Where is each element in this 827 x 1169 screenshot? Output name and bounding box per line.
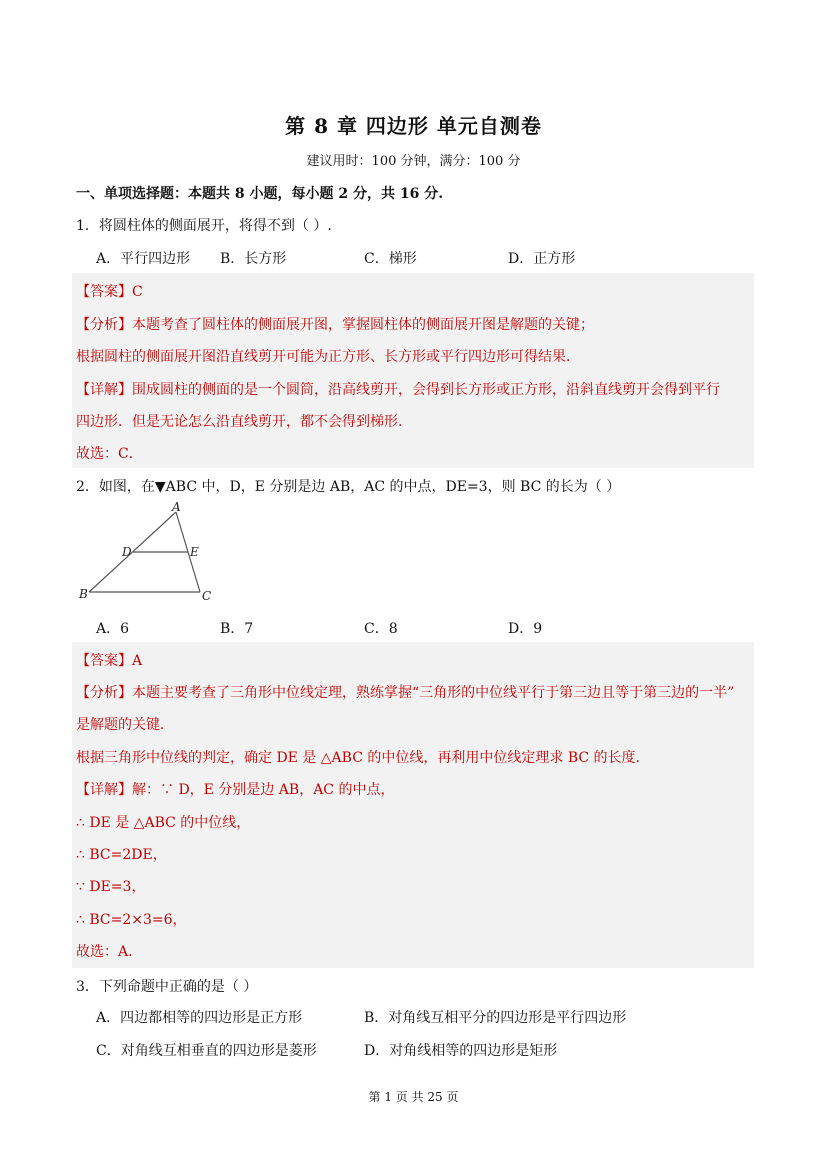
label-e: E (190, 545, 199, 559)
q3-option-a: A．四边都相等的四边形是正方形 (96, 1010, 303, 1026)
label-d: D (122, 545, 132, 559)
q1-conclusion: 故选：C． (76, 446, 143, 462)
q2-stem: 2．如图，在▼ABC 中，D，E 分别是边 AB，AC 的中点，DE=3，则 BC 的长为（ ） (76, 479, 621, 495)
q3-stem: 3．下列命题中正确的是（ ） (76, 979, 258, 995)
q2-detail-line2: ∴ DE 是 △ABC 的中位线， (76, 815, 251, 831)
q3-option-d: D．对角线相等的四边形是矩形 (364, 1043, 558, 1059)
page-subtitle: 建议用时：100 分钟，满分：100 分 (306, 154, 521, 169)
label-b: B (79, 587, 88, 601)
q1-detail-line2: 四边形．但是无论怎么沿直线剪开，都不会得到梯形. (76, 414, 403, 430)
q2-detail-line1: 【详解】解：∵ D，E 分别是边 AB，AC 的中点， (76, 782, 395, 798)
q2-detail-line4: ∵ DE=3， (76, 879, 146, 895)
q1-option-a: A．平行四边形 (96, 251, 191, 267)
q2-detail-line3: ∴ BC=2DE， (76, 847, 167, 863)
q2-option-b: B．7 (220, 621, 254, 637)
q1-option-c: C．梯形 (364, 251, 417, 267)
section-heading: 一、单项选择题：本题共 8 小题，每小题 2 分，共 16 分. (76, 186, 444, 202)
q2-analysis-line1: 【分析】本题主要考查了三角形中位线定理，熟练掌握“三角形的中位线平行于第三边且等于第三边的一半” (76, 685, 735, 701)
q2-analysis-line2: 是解题的关键． (76, 717, 174, 733)
q1-stem: 1．将圆柱体的侧面展开，将得不到（ ）. (76, 218, 332, 234)
label-c: C (202, 589, 212, 603)
q1-analysis-line1: 【分析】本题考查了圆柱体的侧面展开图，掌握圆柱体的侧面展开图是解题的关键； (76, 317, 594, 333)
label-a: A (172, 502, 181, 514)
q3-option-c: C．对角线互相垂直的四边形是菱形 (96, 1043, 317, 1059)
page-title: 第 8 章 四边形 单元自测卷 (285, 114, 542, 138)
triangle-figure (76, 502, 226, 606)
q1-answer-box (72, 273, 754, 468)
page-footer: 第 1 页 共 25 页 (368, 1090, 459, 1104)
q3-option-b: B．对角线互相平分的四边形是平行四边形 (364, 1010, 627, 1026)
q2-analysis-line3: 根据三角形中位线的判定，确定 DE 是 △ABC 的中位线，再利用中位线定理求 BC 的长度. (76, 750, 640, 766)
q2-conclusion: 故选：A． (76, 944, 143, 960)
q1-option-d: D．正方形 (508, 251, 576, 267)
q1-analysis-line2: 根据圆柱的侧面展开图沿直线剪开可能为正方形、长方形或平行四边形可得结果. (76, 349, 571, 365)
q2-option-d: D．9 (508, 621, 543, 637)
q2-answer-box (72, 642, 754, 968)
q1-option-b: B．长方形 (220, 251, 287, 267)
q2-detail-line5: ∴ BC=2×3=6， (76, 912, 187, 928)
q2-option-c: C．8 (364, 621, 398, 637)
q1-answer: 【答案】C (76, 284, 143, 300)
q2-option-a: A．6 (96, 621, 130, 637)
q2-answer: 【答案】A (76, 653, 143, 669)
q1-detail-line1: 【详解】围成圆柱的侧面的是一个圆筒，沿高线剪开，会得到长方形或正方形，沿斜直线剪开会得到平行 (76, 382, 720, 398)
